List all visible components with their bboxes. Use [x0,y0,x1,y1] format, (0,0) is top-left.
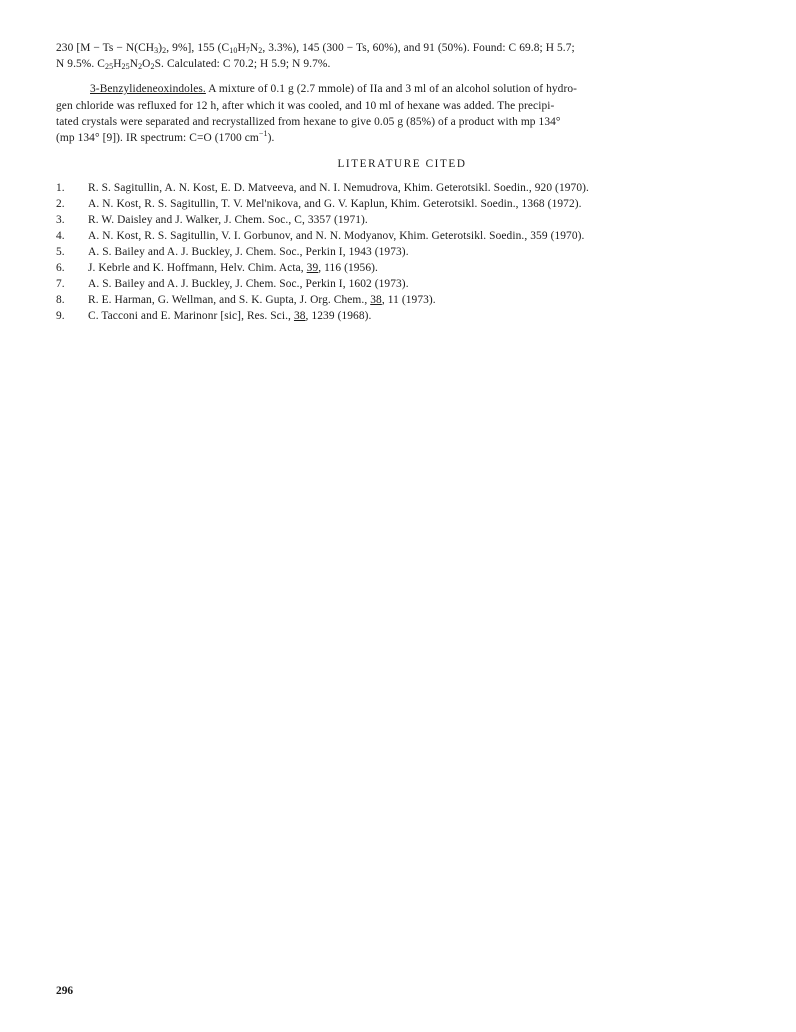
reference-citation: A. N. Kost, R. S. Sagitullin, T. V. Mel'nikova, and G. V. Kaplun, Khim. Geterotsikl. Soedin., 1368 (1972). [88,198,582,211]
text-run: , 3.3%), 145 (300 − Ts, 60%), and 91 (50%). Found: C 69.8; H 5.7; [262,42,575,54]
text-run: H [113,58,122,71]
reference-pages-year: , 11 (1973). [381,294,436,307]
page-body [56,40,732,324]
text-line [56,130,732,146]
reference-text [88,292,436,308]
reference-text [88,212,368,228]
reference-item [56,308,732,324]
reference-citation: R. E. Harman, G. Wellman, and S. K. Gupta, J. Org. Chem., [88,294,371,307]
subscript: 3 [154,46,159,55]
subscript: 25 [121,62,130,72]
reference-text [88,260,378,276]
reference-citation: R. S. Sagitullin, A. N. Kost, E. D. Matveeva, and N. I. Nemudrova, Khim. Geterotsikl. Soedin., 920 (1970). [88,182,589,195]
paragraph-mass-spec [56,40,732,72]
reference-number: 2. [56,198,65,211]
text-line [56,56,732,72]
subscript: 10 [229,46,238,55]
text-line [56,81,732,97]
text-run: O [142,58,151,71]
reference-item [56,276,732,292]
reference-item [56,292,732,308]
subscript: 2 [150,62,155,72]
text-run: , 9%], 155 (C [166,42,230,54]
reference-list [56,180,732,324]
literature-cited-heading: LITERATURE CITED [337,158,467,171]
reference-number: 3. [56,214,65,227]
reference-number: 6. [56,262,65,275]
reference-text [88,276,409,292]
subscript: 2 [162,46,167,55]
reference-item [56,196,732,212]
text-run: H [237,42,246,54]
reference-number: 7. [56,278,65,291]
text-run: A mixture of 0.1 g (2.7 mmole) of IIa and 3 ml of an alcohol solution of hydro- [205,83,578,96]
text-run: (mp 134° [9]). IR spectrum: C=O (1700 cm [56,132,259,145]
text-line [56,40,732,56]
text-run: ) [158,42,163,54]
reference-citation: C. Tacconi and E. Marinonr [sic], Res. Sci., [88,310,294,323]
text-run: N [129,58,139,71]
reference-number: 1. [56,182,65,195]
subscript: 25 [105,62,114,72]
superscript: −1 [258,129,268,139]
reference-text [88,180,589,196]
text-run: S. Calculated: C 70.2; H 5.9; N 9.7%. [154,58,331,71]
reference-item [56,180,732,196]
reference-item [56,212,732,228]
reference-pages-year: , 116 (1956). [318,262,378,275]
reference-citation: A. S. Bailey and A. J. Buckley, J. Chem. Soc., Perkin I, 1943 (1973). [88,246,409,259]
reference-citation: R. W. Daisley and J. Walker, J. Chem. Soc., C, 3357 (1971). [88,214,368,227]
reference-number: 4. [56,230,65,243]
reference-citation: A. N. Kost, R. S. Sagitullin, V. I. Gorbunov, and N. N. Modyanov, Khim. Geterotsikl. Soedin., 359 (1970). [88,230,585,243]
page-number: 296 [56,985,74,997]
subscript: 2 [138,62,143,72]
reference-number: 9. [56,310,65,323]
subscript: 2 [258,46,263,55]
section-run-in-title: 3-Benzylideneoxindoles. [90,83,206,96]
reference-number: 5. [56,246,65,259]
reference-item [56,260,732,276]
text-run: N 9.5%. C [56,58,105,71]
reference-volume: 38 [370,294,382,307]
text-run: N [249,42,259,54]
reference-volume: 38 [293,310,306,323]
reference-citation: J. Kebrle and K. Hoffmann, Helv. Chim. Acta, [88,262,307,275]
reference-text [88,196,582,212]
reference-text [88,228,584,244]
reference-number: 8. [56,294,65,307]
reference-volume: 39 [306,262,319,275]
reference-pages-year: , 1239 (1968). [305,310,372,323]
reference-text [88,244,409,260]
text-run: ). [267,132,275,145]
reference-citation: A. S. Bailey and A. J. Buckley, J. Chem. Soc., Perkin I, 1602 (1973). [88,278,409,291]
reference-item [56,244,732,260]
text-line: tated crystals were separated and recrystallized from hexane to give 0.05 g (85%) of a product with mp 134° [56,115,561,128]
reference-item [56,228,732,244]
text-line: gen chloride was refluxed for 12 h, after which it was cooled, and 10 ml of hexane was added. The precipi- [56,99,555,112]
subscript: 7 [245,46,250,55]
text-run: 230 [M − Ts − N(CH [56,42,155,54]
reference-text [88,308,372,324]
paragraph-benzylideneoxindoles [56,81,732,146]
